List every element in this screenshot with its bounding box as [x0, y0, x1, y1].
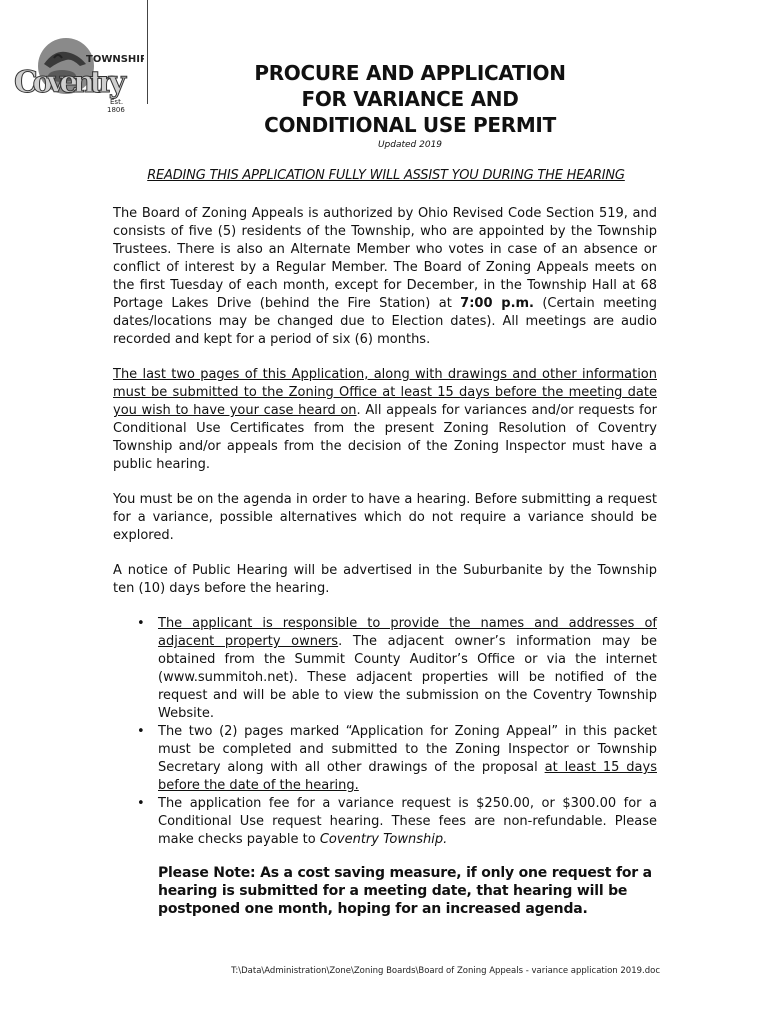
submission-deadline-text: The last two pages of this Application, along with drawings and other information must be submitted to the Zoning Office at least 15 days before the meeting date you wish to have your case heard on	[113, 367, 657, 418]
coventry-seal-icon	[14, 36, 144, 116]
paragraph-public-notice: A notice of Public Hearing will be advertised in the Suburbanite by the Township ten (10) days before the hearing.	[113, 563, 657, 596]
title-line-3: CONDITIONAL USE PERMIT	[264, 113, 556, 137]
list-item-underlined: The applicant is responsible to provide the names and addresses of adjacent property owners	[158, 616, 657, 649]
paragraph-board-info	[113, 205, 657, 349]
logo-year-text: 1806	[107, 106, 125, 114]
paragraph-text: The Board of Zoning Appeals is authorized by Ohio Revised Code Section 519, and consists of five (5) residents of the Township, who are appointed by the Township Trustees. There is also an Alternate Member who votes in case of an absence or conflict of interest by a Regular Member. The Board of Zoning Appeals meets on the first Tuesday of each month, except for December, in the Township Hall at 68 Portage Lakes Drive (behind the Fire Station) at	[113, 206, 657, 311]
list-item-text: . The adjacent owner’s information may be obtained from the Summit County Auditor’s Office or via the internet (www.summitoh.net). These adjacent properties will be notified of the request and will be able to view the submission on the Coventry Township Website.	[158, 634, 657, 721]
paragraph-text: . All appeals for variances and/or requests for Conditional Use Certificates from the present Zoning Resolution of Coventry Township and/or appeals from the decision of the Zoning Inspector must have a public hearing.	[113, 403, 657, 472]
bullet-icon: •	[137, 616, 145, 631]
header-divider	[147, 0, 148, 104]
title-line-1: PROCURE AND APPLICATION	[254, 61, 566, 85]
list-item	[137, 723, 657, 795]
paragraph-agenda: You must be on the agenda in order to have a hearing. Before submitting a request for a variance, possible alternatives which do not require a variance should be explored.	[113, 492, 657, 543]
document-body	[113, 205, 657, 918]
updated-date: Updated 2019	[377, 140, 443, 150]
list-item	[137, 615, 657, 723]
please-note: Please Note: As a cost saving measure, if only one request for a hearing is submitted for a meeting date, that hearing will be postponed one month, hoping for an increased agenda.	[158, 865, 652, 917]
list-item-text: The two (2) pages marked “Application for Zoning Appeal” in this packet must be completed and submitted to the Zoning Inspector or Township Secretary along with all other drawings of the proposal	[158, 724, 657, 775]
paragraph-submission	[113, 366, 657, 474]
meeting-time: 7:00 p.m.	[460, 296, 534, 311]
list-item-text: The application fee for a variance request is $250.00, or $300.00 for a Conditional Use request hearing. These fees are non-refundable. Please make checks payable to	[158, 796, 657, 847]
logo-name-text: Coventry	[14, 65, 126, 100]
requirements-list	[113, 615, 657, 849]
payee-name: Coventry Township.	[319, 832, 448, 847]
logo-est-text: Est.	[110, 98, 124, 106]
logo-township-text: TOWNSHIP	[86, 54, 144, 65]
document-title	[190, 60, 630, 150]
reading-notice: READING THIS APPLICATION FULLY WILL ASSIST YOU DURING THE HEARING	[147, 168, 625, 183]
paragraph-text: (Certain meeting dates/locations may be changed due to Election dates). All meetings are audio recorded and kept for a period of six (6) months.	[113, 296, 657, 347]
township-logo	[14, 36, 144, 116]
list-item-underlined: at least 15 days before the date of the hearing.	[158, 760, 657, 793]
title-line-2: FOR VARIANCE AND	[301, 87, 519, 111]
bullet-icon: •	[137, 724, 145, 739]
file-path-footer: T:\Data\Administration\Zone\Zoning Boards\Board of Zoning Appeals - variance application 2019.doc	[231, 966, 660, 976]
list-item	[137, 795, 657, 849]
bullet-icon: •	[137, 796, 145, 811]
